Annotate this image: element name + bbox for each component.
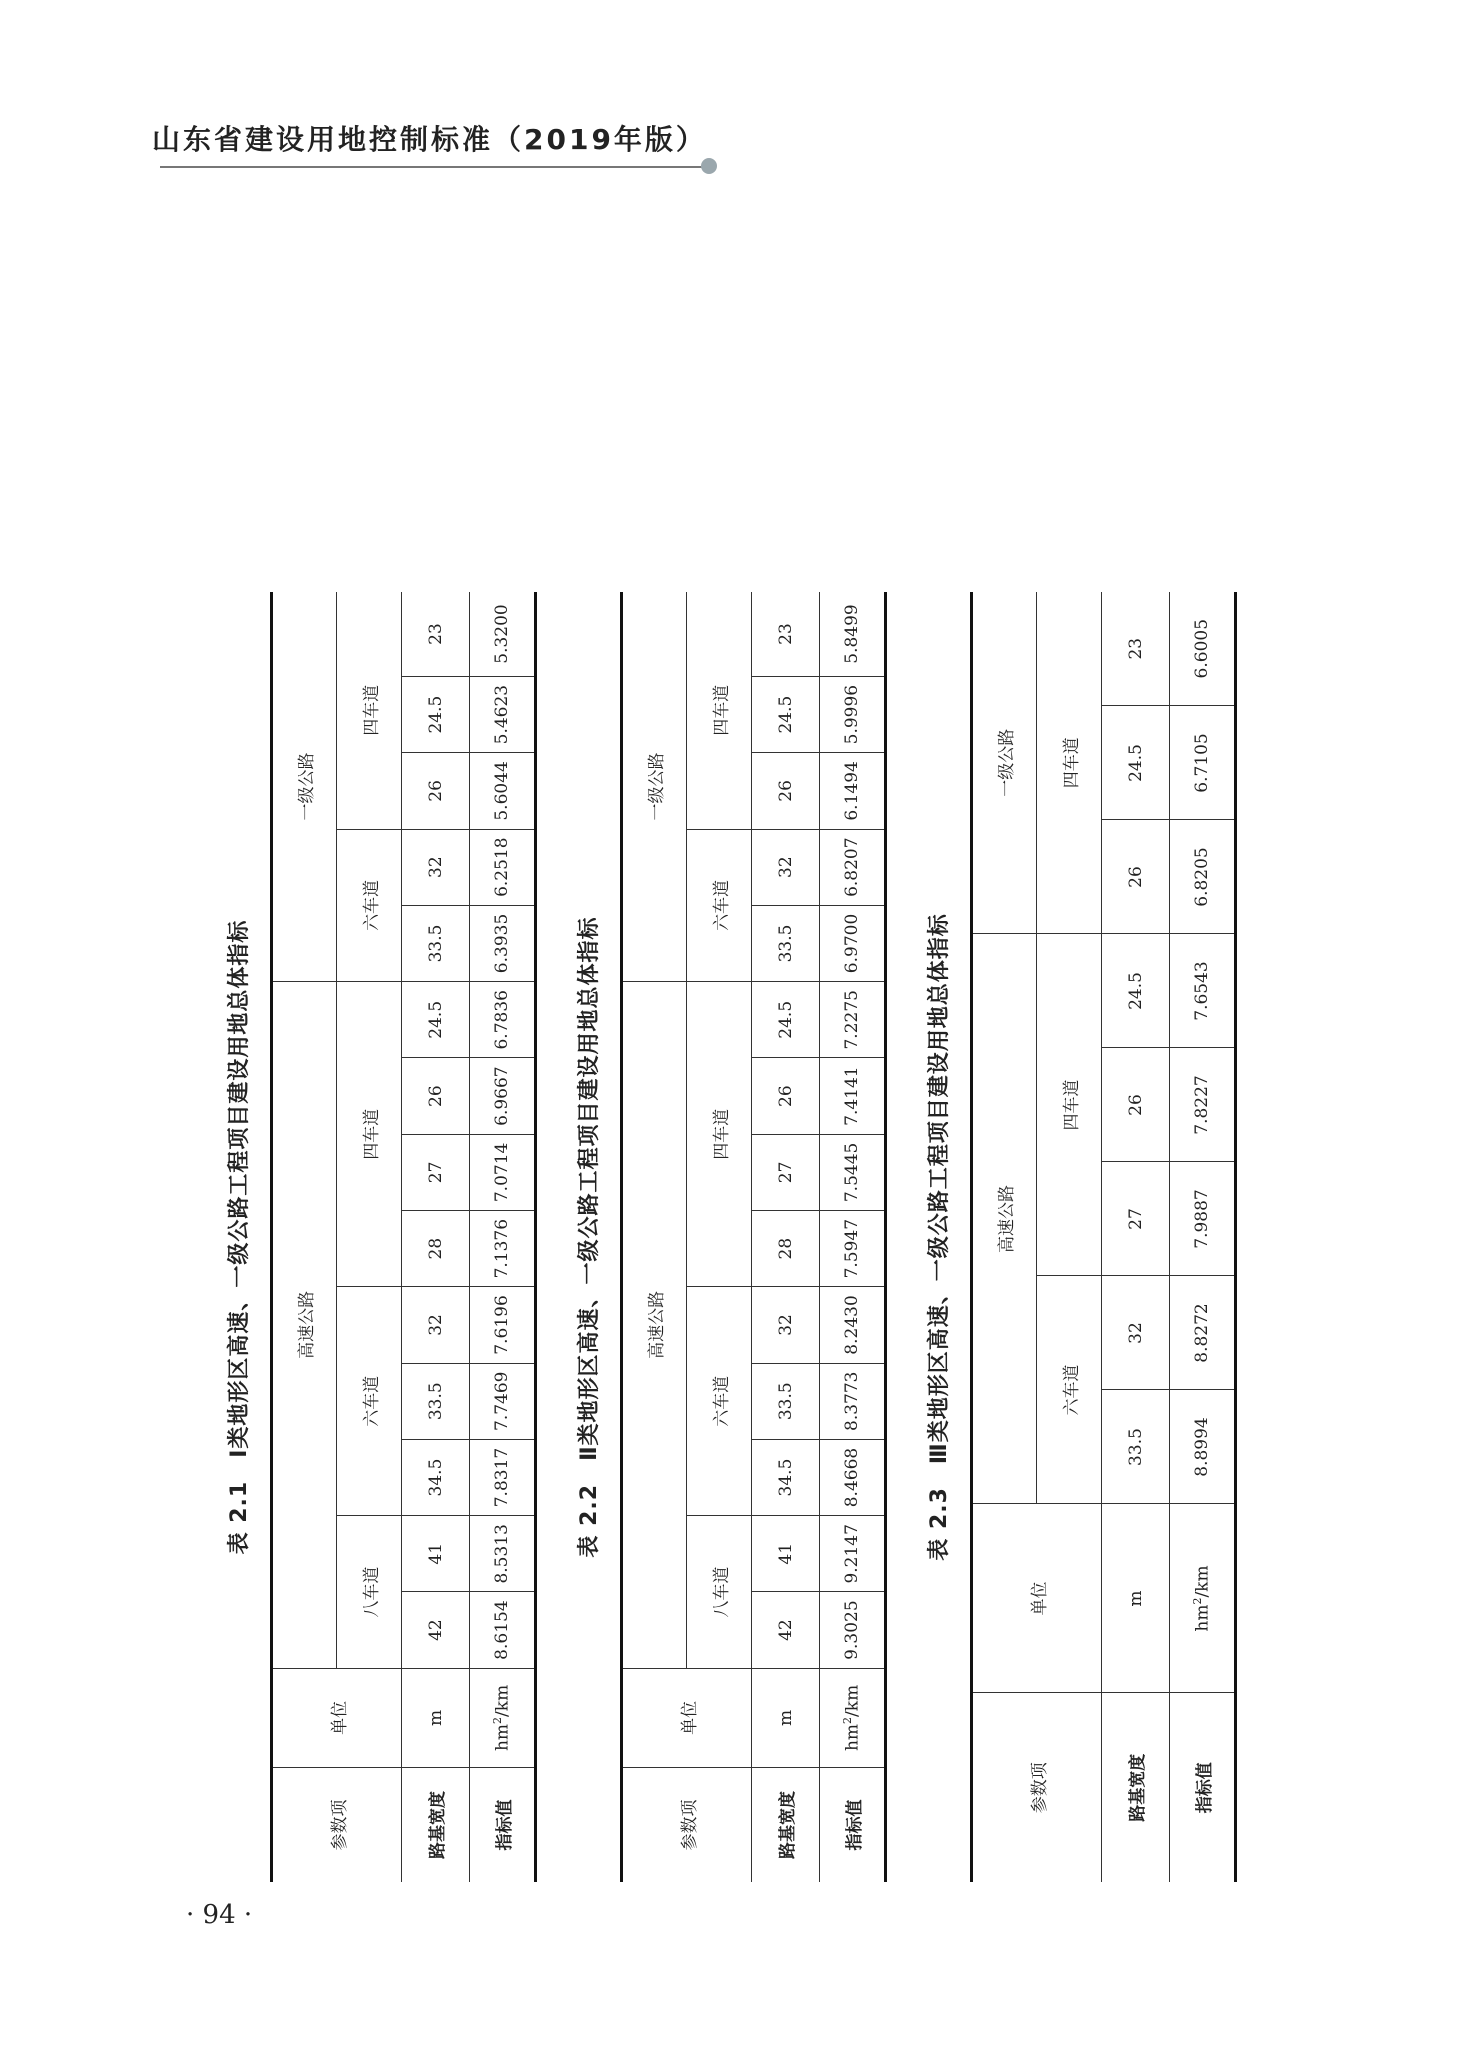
value-cell: 7.6543 [1170, 934, 1236, 1048]
value-cell: 7.8317 [470, 1439, 536, 1515]
value-cell: 6.1494 [820, 753, 886, 829]
class1-header: 一级公路 [272, 592, 337, 982]
width-cell: 33.5 [752, 1363, 820, 1439]
unit-sup: 2 [491, 1716, 505, 1724]
unit-main: hm [842, 1723, 863, 1752]
table-row [402, 592, 470, 1882]
width-cell: 32 [752, 1287, 820, 1363]
value-cell: 8.8994 [1170, 1390, 1236, 1504]
row-unit: m [1102, 1504, 1170, 1693]
width-cell: 28 [752, 1211, 820, 1287]
highway-header: 高速公路 [272, 982, 337, 1669]
width-cell: 26 [752, 753, 820, 829]
value-cell: 7.9887 [1170, 1162, 1236, 1276]
land-use-table [970, 592, 1237, 1882]
table-row [752, 592, 820, 1882]
width-cell: 23 [402, 592, 470, 676]
width-cell: 26 [1102, 820, 1170, 934]
width-cell: 24.5 [1102, 706, 1170, 820]
value-cell: 8.2430 [820, 1287, 886, 1363]
width-cell: 27 [1102, 1162, 1170, 1276]
width-cell: 33.5 [402, 1363, 470, 1439]
running-header-title: 山东省建设用地控制标准（2019年版） [152, 123, 707, 156]
value-cell: 7.2275 [820, 982, 886, 1058]
width-cell: 41 [402, 1516, 470, 1592]
unit-tail: /km [842, 1684, 863, 1717]
width-cell: 27 [752, 1134, 820, 1210]
land-use-table [620, 592, 887, 1882]
lane-header: 四车道 [1037, 934, 1102, 1276]
unit-header: 单位 [622, 1668, 752, 1767]
lane-header: 六车道 [337, 1287, 402, 1516]
value-cell: 9.2147 [820, 1516, 886, 1592]
param-header: 参数项 [972, 1693, 1102, 1882]
width-cell: 33.5 [752, 905, 820, 981]
table-row [1170, 592, 1236, 1882]
param-header: 参数项 [622, 1768, 752, 1882]
value-cell: 5.4623 [470, 676, 536, 752]
value-cell: 8.8272 [1170, 1276, 1236, 1390]
value-cell: 9.3025 [820, 1592, 886, 1668]
row-label: 指标值 [1170, 1693, 1236, 1882]
value-cell: 8.6154 [470, 1592, 536, 1668]
value-cell: 5.9996 [820, 676, 886, 752]
width-cell: 24.5 [752, 982, 820, 1058]
lane-header: 四车道 [337, 592, 402, 829]
class1-header: 一级公路 [622, 592, 687, 982]
value-cell: 6.9667 [470, 1058, 536, 1134]
value-cell: 7.0714 [470, 1134, 536, 1210]
header-row [272, 592, 337, 1882]
width-cell: 32 [752, 829, 820, 905]
table-caption: 表 2.1 Ⅰ类地形区高速、一级公路工程项目建设用地总体指标 [227, 919, 252, 1555]
value-cell: 7.7469 [470, 1363, 536, 1439]
width-cell: 32 [1102, 1276, 1170, 1390]
width-cell: 27 [402, 1134, 470, 1210]
value-cell: 6.3935 [470, 905, 536, 981]
width-cell: 23 [1102, 592, 1170, 706]
class1-header: 一级公路 [972, 592, 1037, 934]
header-dot [701, 158, 717, 174]
width-cell: 24.5 [1102, 934, 1170, 1048]
table-row [470, 592, 536, 1882]
unit-tail: /km [1192, 1565, 1213, 1598]
width-cell: 34.5 [752, 1439, 820, 1515]
width-cell: 24.5 [752, 676, 820, 752]
row-label: 路基宽度 [402, 1768, 470, 1882]
value-cell: 8.4668 [820, 1439, 886, 1515]
width-cell: 32 [402, 829, 470, 905]
value-cell: 5.8499 [820, 592, 886, 676]
width-cell: 24.5 [402, 676, 470, 752]
header-rule [160, 166, 708, 168]
value-cell: 6.8207 [820, 829, 886, 905]
width-cell: 33.5 [1102, 1390, 1170, 1504]
unit-header: 单位 [972, 1504, 1102, 1693]
value-cell: 5.6044 [470, 753, 536, 829]
value-cell: 7.1376 [470, 1211, 536, 1287]
width-cell: 26 [752, 1058, 820, 1134]
row-unit [1170, 1504, 1236, 1693]
width-cell: 42 [752, 1592, 820, 1668]
width-cell: 33.5 [402, 905, 470, 981]
unit-main: hm [492, 1723, 513, 1752]
value-cell: 7.8227 [1170, 1048, 1236, 1162]
value-cell: 8.5313 [470, 1516, 536, 1592]
lane-header: 六车道 [1037, 1276, 1102, 1504]
param-header: 参数项 [272, 1768, 402, 1882]
width-cell: 42 [402, 1592, 470, 1668]
unit-main: hm [1192, 1604, 1213, 1632]
value-cell: 6.2518 [470, 829, 536, 905]
width-cell: 24.5 [402, 982, 470, 1058]
unit-sup: 2 [841, 1716, 855, 1724]
lane-header: 八车道 [337, 1516, 402, 1669]
value-cell: 7.6196 [470, 1287, 536, 1363]
header-row [972, 592, 1037, 1882]
table-row [820, 592, 886, 1882]
row-label: 路基宽度 [752, 1768, 820, 1882]
value-cell: 6.7836 [470, 982, 536, 1058]
width-cell: 26 [402, 1058, 470, 1134]
row-unit: m [402, 1668, 470, 1767]
unit-sup: 2 [1191, 1597, 1205, 1605]
width-cell: 28 [402, 1211, 470, 1287]
header-row [622, 592, 687, 1882]
lane-header: 六车道 [337, 829, 402, 982]
table-caption: 表 2.3 Ⅲ类地形区高速、一级公路工程项目建设用地总体指标 [927, 913, 952, 1561]
row-label: 指标值 [470, 1768, 536, 1882]
table-row [1102, 592, 1170, 1882]
value-cell: 6.7105 [1170, 706, 1236, 820]
row-label: 指标值 [820, 1768, 886, 1882]
lane-header: 四车道 [1037, 592, 1102, 934]
value-cell: 8.3773 [820, 1363, 886, 1439]
width-cell: 23 [752, 592, 820, 676]
lane-header: 四车道 [687, 592, 752, 829]
width-cell: 32 [402, 1287, 470, 1363]
land-use-table [270, 592, 537, 1882]
lane-header: 六车道 [687, 829, 752, 982]
value-cell: 6.8205 [1170, 820, 1236, 934]
width-cell: 34.5 [402, 1439, 470, 1515]
value-cell: 7.4141 [820, 1058, 886, 1134]
lane-header: 四车道 [687, 982, 752, 1287]
value-cell: 6.9700 [820, 905, 886, 981]
width-cell: 26 [1102, 1048, 1170, 1162]
unit-tail: /km [492, 1684, 513, 1717]
row-unit [470, 1668, 536, 1767]
highway-header: 高速公路 [622, 982, 687, 1669]
row-label: 路基宽度 [1102, 1693, 1170, 1882]
width-cell: 26 [402, 753, 470, 829]
highway-header: 高速公路 [972, 934, 1037, 1504]
value-cell: 6.6005 [1170, 592, 1236, 706]
table-caption: 表 2.2 Ⅱ类地形区高速、一级公路工程项目建设用地总体指标 [577, 916, 602, 1558]
value-cell: 5.3200 [470, 592, 536, 676]
row-unit [820, 1668, 886, 1767]
width-cell: 41 [752, 1516, 820, 1592]
page-number: · 94 · [186, 1900, 253, 1930]
lane-header: 六车道 [687, 1287, 752, 1516]
unit-header: 单位 [272, 1668, 402, 1767]
row-unit: m [752, 1668, 820, 1767]
value-cell: 7.5947 [820, 1211, 886, 1287]
lane-header: 四车道 [337, 982, 402, 1287]
lane-header: 八车道 [687, 1516, 752, 1669]
value-cell: 7.5445 [820, 1134, 886, 1210]
